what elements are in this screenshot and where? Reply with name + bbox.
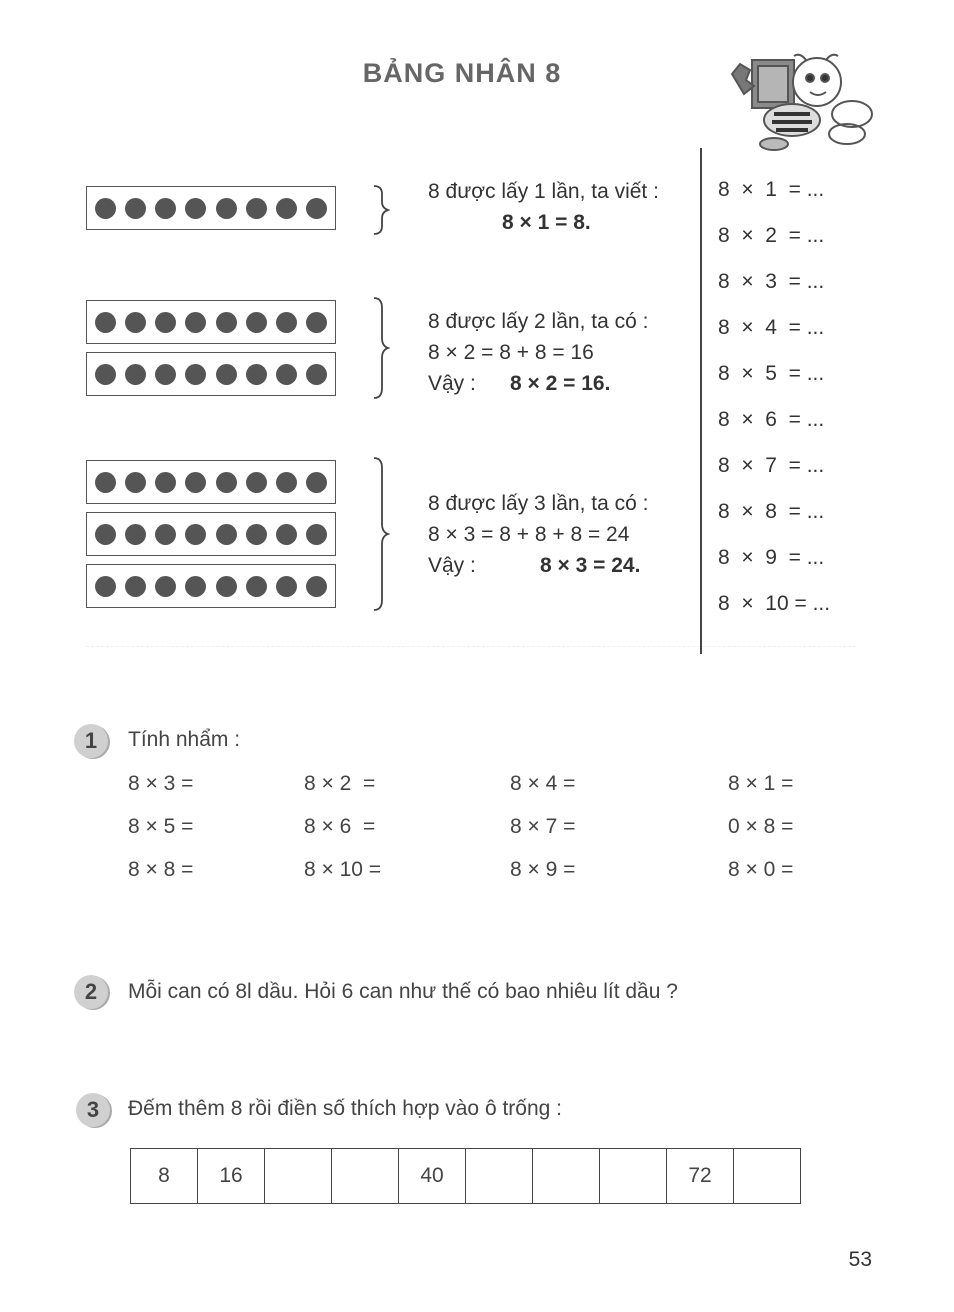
exercise-1-item: 8 × 4 =	[510, 772, 576, 795]
table-row: 8 × 5 = ...	[718, 362, 825, 385]
table-cell-empty[interactable]	[466, 1149, 533, 1204]
example-2-text: 8 được lấy 2 lần, ta có :	[428, 310, 649, 333]
exercise-1-item: 8 × 7 =	[510, 815, 576, 838]
exercise-1-title: Tính nhẩm :	[128, 728, 241, 751]
exercise-2-number: 2	[74, 975, 108, 1009]
dot-row-3a	[86, 460, 336, 504]
example-3	[428, 488, 648, 581]
exercise-1-number: 1	[74, 724, 108, 758]
bee-mascot-icon	[722, 52, 878, 152]
example-1-result: 8 × 1 = 8.	[502, 211, 591, 234]
example-2-so-label: Vậy :	[428, 372, 476, 395]
table-cell: 8	[131, 1149, 198, 1204]
example-3-text: 8 được lấy 3 lần, ta có :	[428, 492, 649, 515]
example-3-so-label: Vậy :	[428, 554, 476, 577]
table-cell-empty[interactable]	[734, 1149, 801, 1204]
decorative-faint-line	[86, 646, 856, 647]
dot-row-1	[86, 186, 336, 230]
exercise-1-item: 8 × 5 =	[128, 815, 194, 838]
table-row: 8 × 10 = ...	[718, 592, 831, 615]
exercise-1-item: 8 × 1 =	[728, 772, 794, 795]
exercise-1-item: 8 × 2 =	[304, 772, 376, 795]
example-3-result: 8 × 3 = 24.	[540, 554, 641, 577]
exercise-1-item: 8 × 0 =	[728, 858, 794, 881]
exercise-1-item: 8 × 10 =	[304, 858, 382, 881]
example-2-sum: 8 × 2 = 8 + 8 = 16	[428, 341, 594, 364]
table-row: 8 × 1 = ...	[718, 178, 825, 201]
table-row: 8 × 9 = ...	[718, 546, 825, 569]
exercise-1-item: 0 × 8 =	[728, 815, 794, 838]
dot-row-2a	[86, 300, 336, 344]
table-cell-empty[interactable]	[332, 1149, 399, 1204]
example-3-sum: 8 × 3 = 8 + 8 + 8 = 24	[428, 523, 630, 546]
table-row: 8 × 8 = ...	[718, 500, 825, 523]
page-title: BẢNG NHÂN 8	[362, 58, 562, 88]
exercise-2-text: Mỗi can có 8l dầu. Hỏi 6 can như thế có bao nhiêu lít dầu ?	[128, 980, 678, 1003]
dot-row-3c	[86, 564, 336, 608]
dot-row-2b	[86, 352, 336, 396]
exercise-1-item: 8 × 8 =	[128, 858, 194, 881]
table-cell: 40	[399, 1149, 466, 1204]
brace-icon	[370, 184, 390, 236]
table-cell: 16	[198, 1149, 265, 1204]
table-cell: 72	[667, 1149, 734, 1204]
table-cell-empty[interactable]	[265, 1149, 332, 1204]
exercise-3-text: Đếm thêm 8 rồi điền số thích hợp vào ô trống :	[128, 1097, 562, 1120]
example-1	[428, 176, 659, 238]
brace-icon	[370, 456, 390, 612]
exercise-1-item: 8 × 6 =	[304, 815, 376, 838]
dot-row-3b	[86, 512, 336, 556]
table-row: 8 × 6 = ...	[718, 408, 825, 431]
example-1-text: 8 được lấy 1 lần, ta viết :	[428, 180, 659, 203]
table-cell-empty[interactable]	[600, 1149, 667, 1204]
example-2	[428, 306, 648, 399]
exercise-3-number: 3	[76, 1093, 110, 1127]
brace-icon	[370, 296, 390, 400]
table-row: 8 × 3 = ...	[718, 270, 825, 293]
table-row: 8 × 7 = ...	[718, 454, 825, 477]
table-cell-empty[interactable]	[533, 1149, 600, 1204]
table-row: 8 × 2 = ...	[718, 224, 825, 247]
table-divider	[700, 148, 702, 654]
exercise-1-item: 8 × 3 =	[128, 772, 194, 795]
exercise-1-item: 8 × 9 =	[510, 858, 576, 881]
table-row: 8 × 4 = ...	[718, 316, 825, 339]
count-by-8-table	[130, 1148, 801, 1204]
example-2-result: 8 × 2 = 16.	[510, 372, 611, 395]
page-number: 53	[848, 1248, 872, 1271]
